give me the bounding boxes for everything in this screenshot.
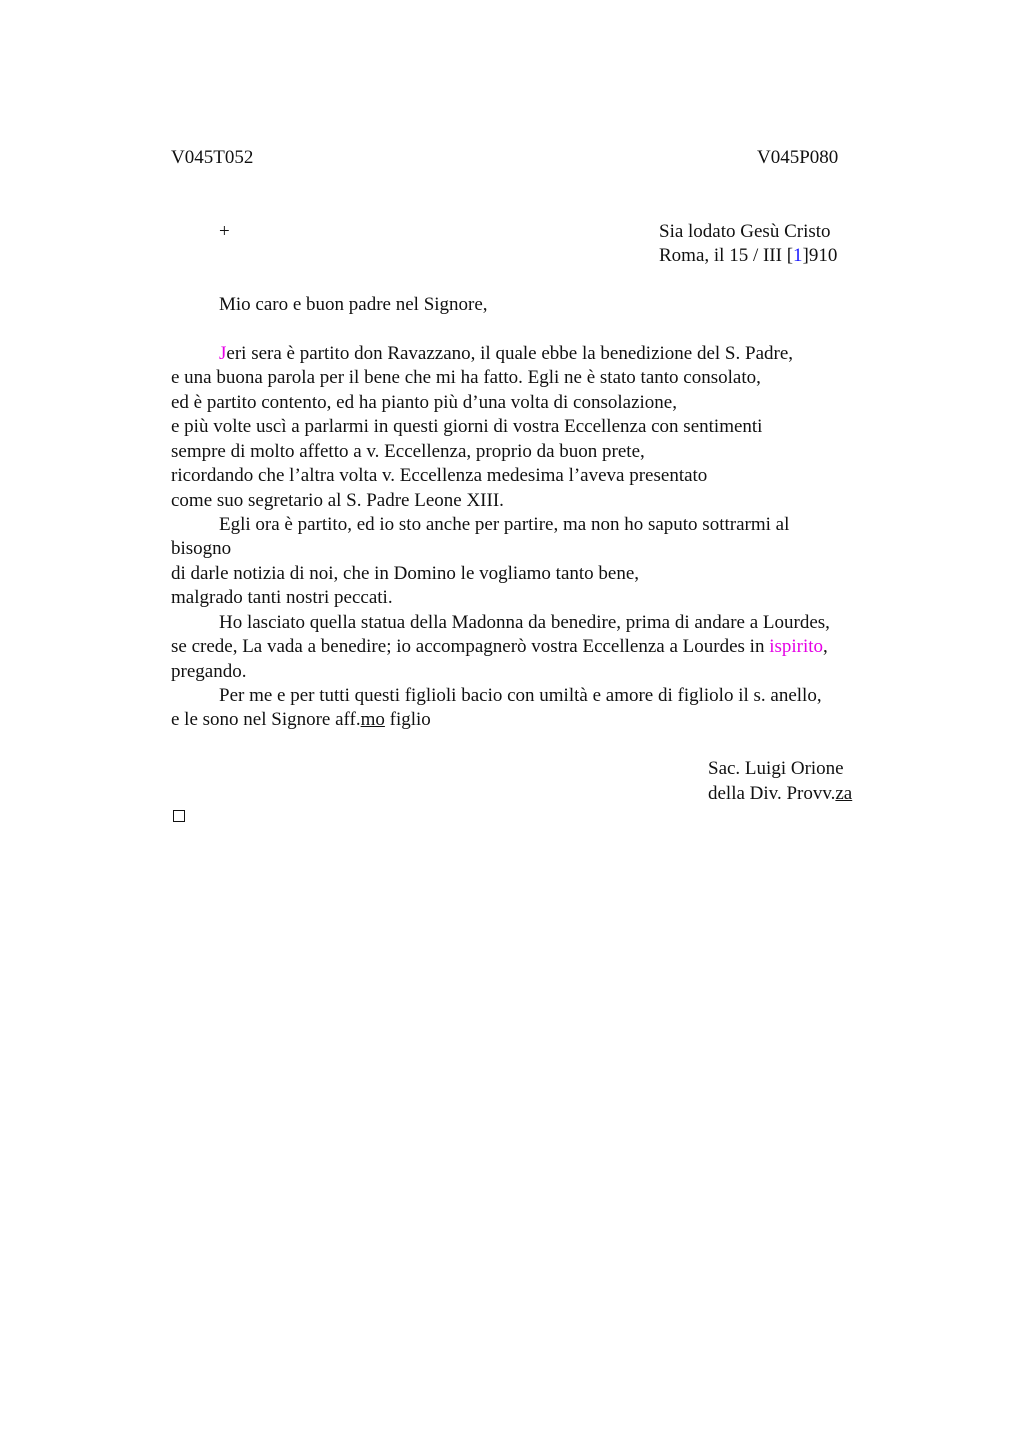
body-line-16-pre: e le sono nel Signore aff. bbox=[171, 709, 361, 730]
salutation: Mio caro e buon padre nel Signore, bbox=[219, 294, 488, 315]
signature-name: Sac. Luigi Orione bbox=[708, 758, 844, 779]
body-line-10: di darle notizia di noi, che in Domino le vogliamo tanto bene, bbox=[171, 563, 640, 584]
body-line-3: ed è partito contento, ed ha pianto più d’una volta di consolazione, bbox=[171, 392, 677, 413]
highlighted-word: ispirito bbox=[769, 636, 824, 657]
body-line-2: e una buona parola per il bene che mi ha fatto. Egli ne è stato tanto consolato, bbox=[171, 367, 761, 388]
doc-code-right: V045P080 bbox=[757, 147, 839, 168]
date-inserted-digit: 1 bbox=[793, 245, 803, 266]
body-line-1 bbox=[219, 342, 793, 366]
body-line-13-pre: se crede, La vada a benedire; io accompagnerò vostra Eccellenza a Lourdes in bbox=[171, 636, 770, 657]
signature-title-abbrev: za bbox=[835, 783, 853, 804]
cross-mark: + bbox=[219, 221, 230, 242]
end-marker-box bbox=[173, 810, 185, 822]
signature-title-pre: della Div. Provv. bbox=[708, 783, 836, 804]
body-line-15: Per me e per tutti questi figlioli bacio con umiltà e amore di figliolo il s. anello, bbox=[219, 685, 822, 706]
body-line-14: pregando. bbox=[171, 661, 247, 682]
body-line-13 bbox=[171, 635, 828, 659]
body-line-8: Egli ora è partito, ed io sto anche per partire, ma non ho saputo sottrarmi al bbox=[219, 514, 790, 535]
body-line-13-post: , bbox=[823, 636, 828, 657]
date-prefix: Roma, il 15 / III [ bbox=[659, 245, 794, 266]
superscript-abbrev: mo bbox=[360, 709, 385, 730]
signature-title bbox=[708, 782, 852, 806]
body-line-4: e più volte uscì a parlarmi in questi giorni di vostra Eccellenza con sentimenti bbox=[171, 416, 763, 437]
body-line-1-rest: eri sera è partito don Ravazzano, il quale ebbe la benedizione del S. Padre, bbox=[226, 343, 794, 364]
invocation: Sia lodato Gesù Cristo bbox=[659, 221, 831, 242]
body-line-6: ricordando che l’altra volta v. Eccellenza medesima l’aveva presentato bbox=[171, 465, 708, 486]
body-line-16-post: figlio bbox=[384, 709, 431, 730]
date-line bbox=[659, 244, 837, 268]
date-suffix: ]910 bbox=[802, 245, 838, 266]
initial-letter: J bbox=[219, 343, 227, 364]
body-line-11: malgrado tanti nostri peccati. bbox=[171, 587, 393, 608]
body-line-7: come suo segretario al S. Padre Leone XIII. bbox=[171, 490, 504, 511]
body-line-9: bisogno bbox=[171, 538, 232, 559]
body-line-16 bbox=[171, 708, 431, 732]
body-line-5: sempre di molto affetto a v. Eccellenza, proprio da buon prete, bbox=[171, 441, 645, 462]
doc-code-left: V045T052 bbox=[171, 147, 254, 168]
body-line-12: Ho lasciato quella statua della Madonna da benedire, prima di andare a Lourdes, bbox=[219, 612, 830, 633]
